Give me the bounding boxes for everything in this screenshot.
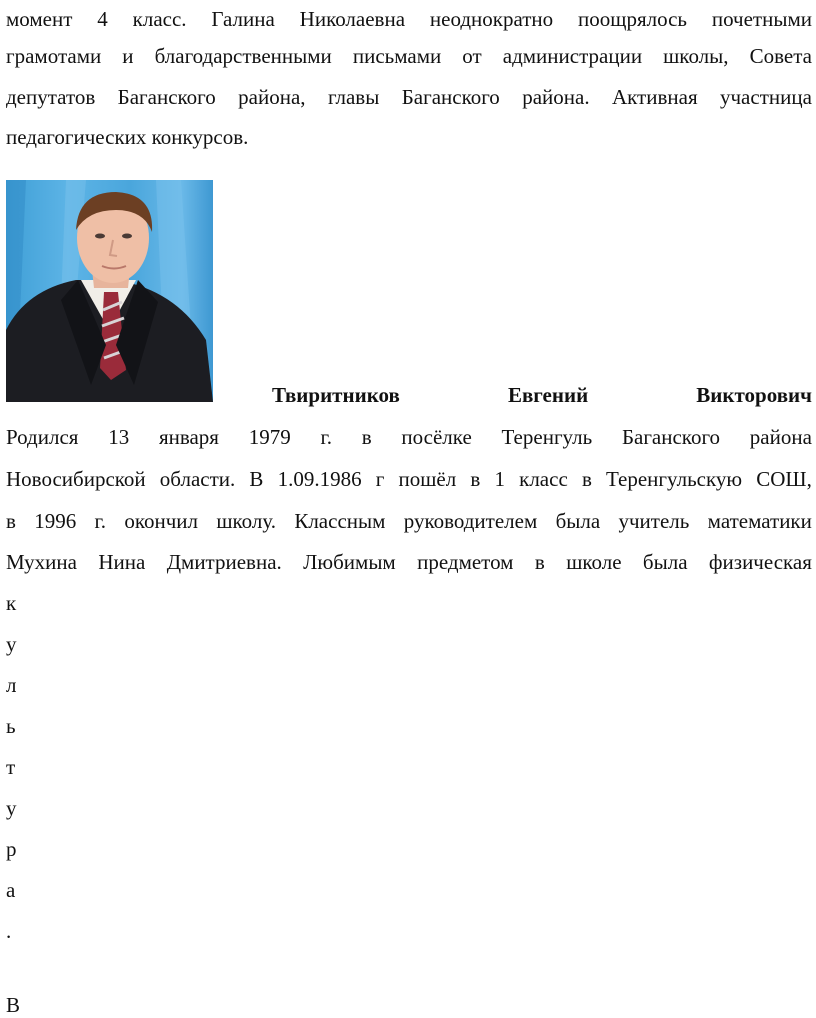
portrait-photo	[6, 180, 213, 402]
paragraph-1-line-1: момент 4 класс. Галина Николаевна неоднократно поощрялось почетными	[6, 7, 812, 31]
patronymic: Викторович	[696, 383, 812, 407]
person-name	[272, 382, 812, 408]
vertical-letter: а	[6, 878, 16, 902]
vertical-letter: р	[6, 837, 17, 861]
paragraph-1-line-3: депутатов Баганского района, главы Баганского района. Активная участница	[6, 85, 812, 109]
vertical-letter: .	[6, 919, 12, 943]
vertical-letter: у	[6, 796, 17, 820]
vertical-letter: т	[6, 755, 16, 779]
paragraph-2-line-1: Родился 13 января 1979 г. в посёлке Теренгуль Баганского района	[6, 425, 812, 449]
vertical-letter: к	[6, 591, 17, 615]
vertical-letter: ь	[6, 714, 16, 738]
vertical-letter: л	[6, 673, 17, 697]
first-name: Евгений	[507, 383, 589, 407]
surname: Твиритников	[272, 383, 400, 407]
vertical-letter: у	[6, 632, 17, 656]
portrait-illustration	[6, 180, 213, 402]
vertical-letter: В	[6, 993, 21, 1017]
paragraph-2-line-4: Мухина Нина Дмитриевна. Любимым предметом в школе была физическая	[6, 550, 812, 574]
paragraph-1-line-2: грамотами и благодарственными письмами от администрации школы, Совета	[6, 44, 812, 68]
paragraph-1-line-4: педагогических конкурсов.	[6, 125, 249, 149]
paragraph-2-line-2: Новосибирской области. В 1.09.1986 г пошёл в 1 класс в Теренгульскую СОШ,	[6, 467, 812, 491]
paragraph-2-line-3: в 1996 г. окончил школу. Классным руководителем была учитель математики	[6, 509, 812, 533]
